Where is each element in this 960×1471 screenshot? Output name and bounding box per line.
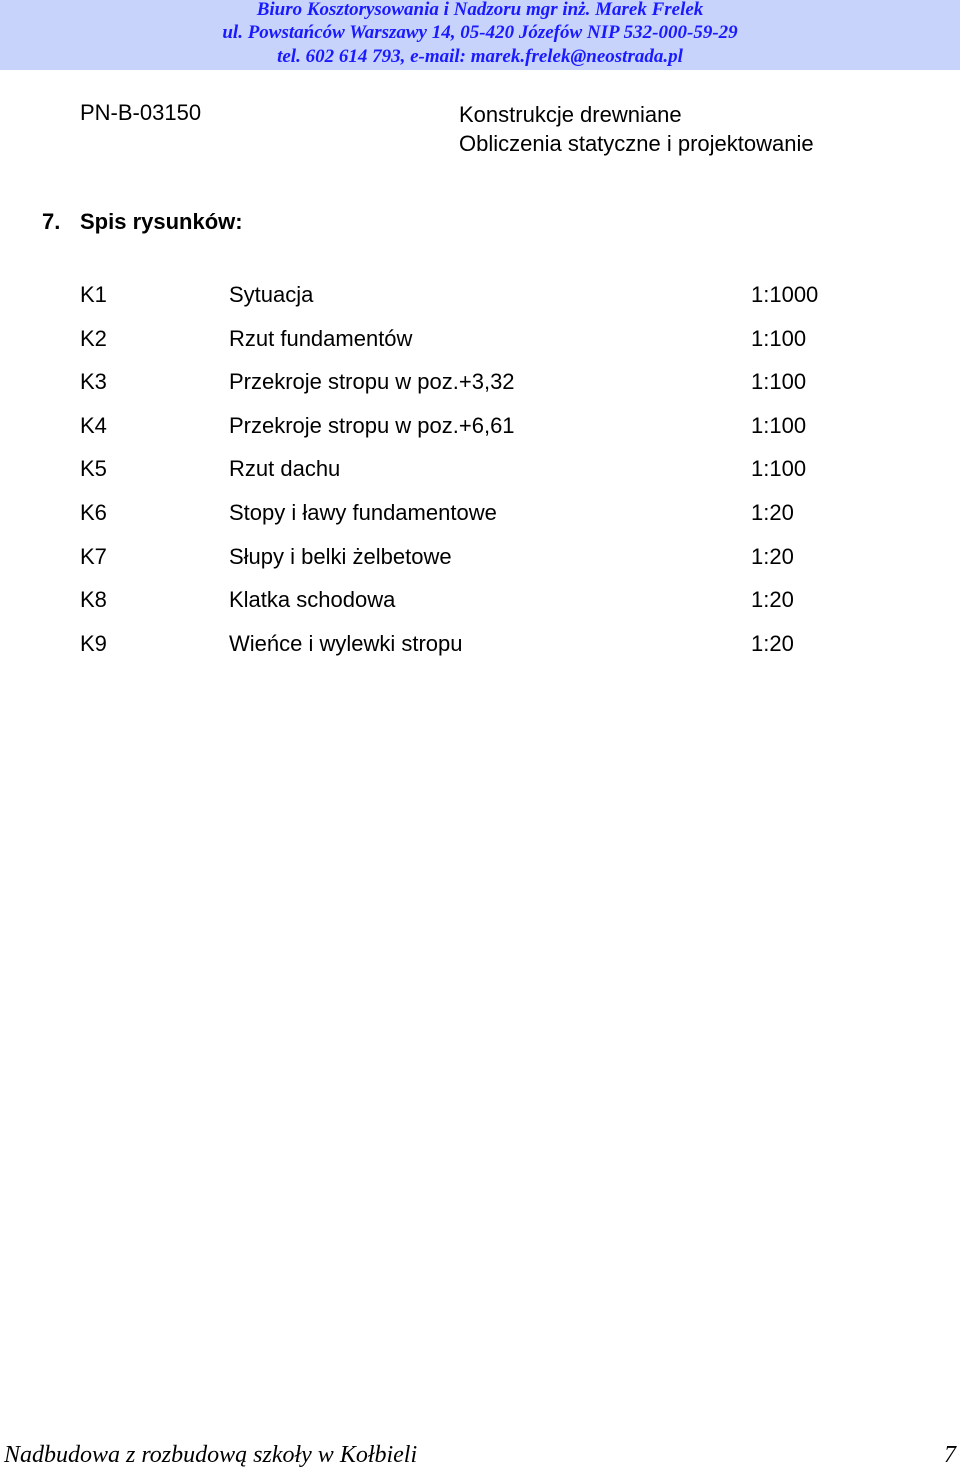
drawing-scale: 1:100	[751, 369, 807, 395]
drawing-title: Klatka schodowa	[229, 587, 396, 613]
norm-title-line-2: Obliczenia statyczne i projektowanie	[459, 131, 814, 156]
letterhead-address: ul. Powstańców Warszawy 14, 05-420 Józefów NIP 532-000-59-29	[222, 22, 738, 43]
drawing-scale: 1:20	[751, 630, 794, 656]
letterhead-contact: tel. 602 614 793, e-mail: marek.frelek@neostrada.pl	[277, 46, 683, 67]
norm-code: PN-B-03150	[80, 100, 202, 125]
drawing-row	[80, 413, 860, 457]
drawing-title: Rzut fundamentów	[229, 325, 413, 351]
section-number: 7.	[42, 209, 61, 234]
drawing-code: K4	[80, 412, 107, 438]
section-heading-text: Spis rysunków:	[80, 209, 243, 234]
letterhead-company-name: Biuro Kosztorysowania i Nadzoru mgr inż. Marek Frelek	[256, 0, 704, 20]
drawing-list	[80, 282, 860, 674]
footer-page-number: 7	[944, 1442, 956, 1468]
drawing-code: K9	[80, 630, 107, 656]
drawing-code: K6	[80, 499, 107, 525]
drawing-code: K7	[80, 543, 107, 569]
letterhead	[0, 0, 960, 70]
drawing-row	[80, 500, 860, 544]
footer-project-title: Nadbudowa z rozbudową szkoły w Kołbieli	[4, 1442, 418, 1468]
drawing-scale: 1:100	[751, 412, 807, 438]
drawing-code: K2	[80, 325, 107, 351]
drawing-row	[80, 587, 860, 631]
drawing-scale: 1:20	[751, 499, 794, 525]
drawing-code: K3	[80, 369, 107, 395]
drawing-row	[80, 456, 860, 500]
drawing-row	[80, 369, 860, 413]
drawing-scale: 1:100	[751, 325, 807, 351]
drawing-title: Przekroje stropu w poz.+6,61	[229, 412, 515, 438]
drawing-row	[80, 326, 860, 370]
norm-title-line-1: Konstrukcje drewniane	[459, 102, 682, 127]
drawing-row	[80, 544, 860, 588]
drawing-scale: 1:20	[751, 543, 794, 569]
drawing-code: K1	[80, 282, 107, 307]
norm-title	[459, 100, 814, 158]
drawing-scale: 1:100	[751, 456, 807, 482]
drawing-title: Sytuacja	[229, 282, 314, 307]
drawing-title: Przekroje stropu w poz.+3,32	[229, 369, 515, 395]
drawing-scale: 1:20	[751, 587, 794, 613]
drawing-code: K5	[80, 456, 107, 482]
drawing-title: Wieńce i wylewki stropu	[229, 630, 463, 656]
drawing-scale: 1:1000	[751, 282, 819, 307]
drawing-title: Słupy i belki żelbetowe	[229, 543, 452, 569]
drawing-title: Rzut dachu	[229, 456, 341, 482]
drawing-row	[80, 282, 860, 326]
drawing-row	[80, 631, 860, 675]
drawing-code: K8	[80, 587, 107, 613]
section-heading	[42, 209, 243, 235]
drawing-title: Stopy i ławy fundamentowe	[229, 499, 497, 525]
